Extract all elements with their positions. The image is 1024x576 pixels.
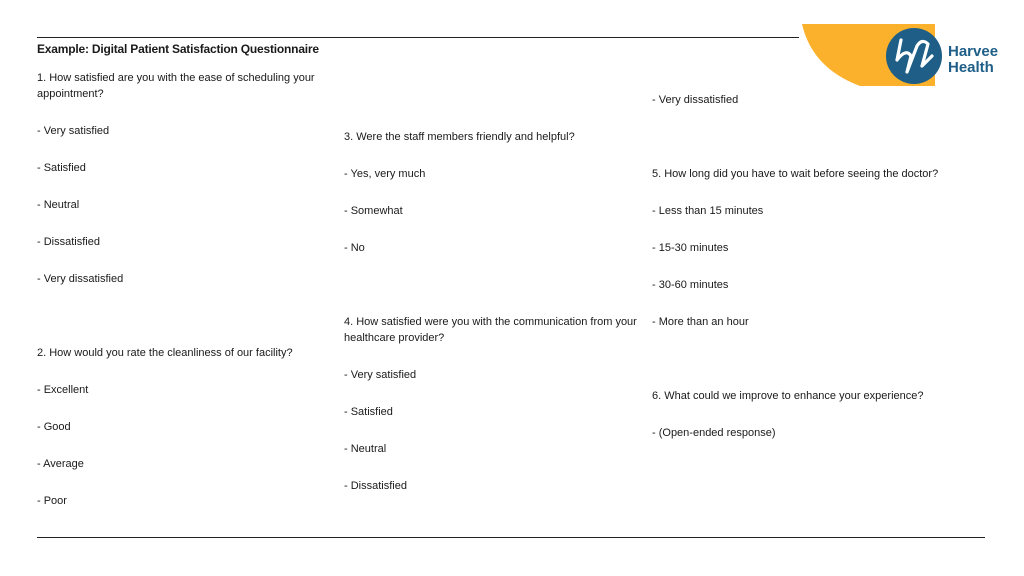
q1-option-3: - Neutral — [37, 199, 80, 211]
q2-option-3: - Average — [37, 458, 84, 470]
logo-wordmark — [948, 44, 998, 76]
harvee-health-logo — [884, 26, 1004, 86]
q4-option-2: - Satisfied — [344, 406, 393, 418]
logo-line-1: Harvee — [948, 43, 999, 60]
question-5: 5. How long did you have to wait before seeing the doctor? — [652, 168, 939, 180]
q4-option-1: - Very satisfied — [344, 369, 417, 381]
q3-option-2: - Somewhat — [344, 205, 403, 217]
question-4: 4. How satisfied were you with the communication from your healthcare provider? — [344, 316, 637, 344]
q4-option-3: - Neutral — [344, 443, 387, 455]
q1-option-2: - Satisfied — [37, 162, 86, 174]
q5-option-3: - 30-60 minutes — [652, 279, 729, 291]
question-6: 6. What could we improve to enhance your experience? — [652, 390, 924, 402]
logo-mark-icon — [884, 26, 944, 86]
q2-option-4: - Poor — [37, 495, 67, 507]
question-2: 2. How would you rate the cleanliness of our facility? — [37, 347, 293, 359]
bottom-divider — [37, 537, 985, 538]
q1-option-4: - Dissatisfied — [37, 236, 100, 248]
q4-option-4: - Dissatisfied — [344, 480, 407, 492]
q5-option-1: - Less than 15 minutes — [652, 205, 764, 217]
question-1: 1. How satisfied are you with the ease of scheduling your appointment? — [37, 72, 315, 100]
q1-option-5: - Very dissatisfied — [37, 273, 124, 285]
q5-option-4: - More than an hour — [652, 316, 749, 328]
q3-option-1: - Yes, very much — [344, 168, 426, 180]
q6-option-1: - (Open-ended response) — [652, 427, 776, 439]
logo-line-2: Health — [948, 59, 994, 76]
q3-option-3: - No — [344, 242, 365, 254]
q2-option-2: - Good — [37, 421, 71, 433]
q5-option-2: - 15-30 minutes — [652, 242, 729, 254]
q4-option-5: - Very dissatisfied — [652, 94, 739, 106]
q1-option-1: - Very satisfied — [37, 125, 110, 137]
q2-option-1: - Excellent — [37, 384, 89, 396]
question-3: 3. Were the staff members friendly and helpful? — [344, 131, 575, 143]
page-title: Example: Digital Patient Satisfaction Questionnaire — [37, 42, 319, 56]
